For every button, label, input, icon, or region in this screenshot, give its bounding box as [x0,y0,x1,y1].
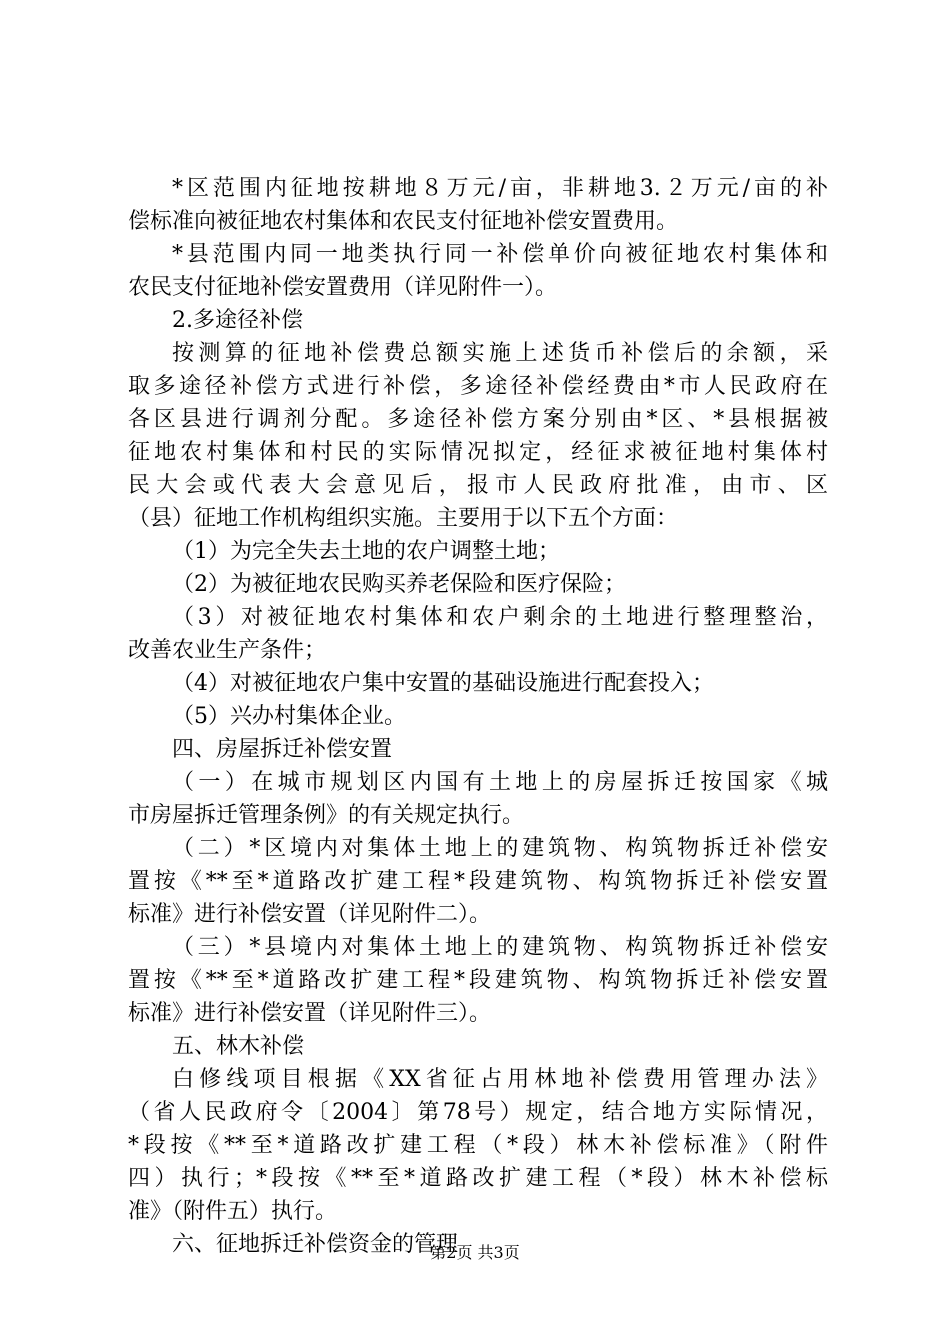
text-line: （一）在城市规划区内国有土地上的房屋拆迁按国家《城 [172,770,828,795]
text-line: 四）执行；*段按《**至*道路改扩建工程（*段）林木补偿标 [128,1166,828,1191]
text-line: 农民支付征地补偿安置费用（详见附件一）。 [128,275,558,300]
text-line: （3）对被征地农村集体和农户剩余的土地进行整理整治， [172,605,828,630]
text-line: 按测算的征地补偿费总额实施上述货币补偿后的余额，采 [172,341,828,366]
text-line: 各区县进行调剂分配。多途径补偿方案分别由*区、*县根据被 [128,407,828,432]
text-line: （二）*区境内对集体土地上的建筑物、构筑物拆迁补偿安 [172,836,828,861]
text-line: 改善农业生产条件； [128,638,327,663]
text-line: （1）为完全失去土地的农户调整土地； [172,539,560,564]
text-line: 准》（附件五）执行。 [128,1199,338,1224]
text-line: （2）为被征地农民购买养老保险和医疗保险； [172,572,626,597]
text-line: 六、征地拆迁补偿资金的管理 [172,1232,459,1257]
text-line: *县范围内同一地类执行同一补偿单价向被征地农村集体和 [172,242,828,267]
text-line: （县）征地工作机构组织实施。主要用于以下五个方面： [128,506,679,531]
text-line: 偿标准向被征地农村集体和农民支付征地补偿安置费用。 [128,209,679,234]
text-line: 白修线项目根据《XX省征占用林地补偿费用管理办法》 [172,1067,828,1092]
text-line: （4）对被征地农户集中安置的基础设施进行配套投入； [172,671,714,696]
document-body [128,172,828,1261]
text-line: 取多途径补偿方式进行补偿，多途径补偿经费由*市人民政府在 [128,374,828,399]
text-line: 民大会或代表大会意见后，报市人民政府批准，由市、区 [128,473,828,498]
text-line: （省人民政府令〔2004〕第78号）规定，结合地方实际情况， [128,1100,828,1125]
text-line: 五、林木补偿 [172,1034,305,1059]
text-line: （5）兴办村集体企业。 [172,704,406,729]
text-line: 置按《**至*道路改扩建工程*段建筑物、构筑物拆迁补偿安置 [128,968,828,993]
text-line: 市房屋拆迁管理条例》的有关规定执行。 [128,803,525,828]
text-line: （三）*县境内对集体土地上的建筑物、构筑物拆迁补偿安 [172,935,828,960]
page-footer: 第2页 共3页 [430,1243,520,1262]
text-line: *段按《**至*道路改扩建工程（*段）林木补偿标准》（附件 [128,1133,828,1158]
text-line: 置按《**至*道路改扩建工程*段建筑物、构筑物拆迁补偿安置 [128,869,828,894]
text-line: 征地农村集体和村民的实际情况拟定，经征求被征地村集体村 [128,440,828,465]
text-line: 2.多途径补偿 [172,308,303,333]
text-line: 四、房屋拆迁补偿安置 [172,737,393,762]
text-line: *区范围内征地按耕地８万元/亩，非耕地3.２万元/亩的补 [172,176,828,201]
text-line: 标准》进行补偿安置（详见附件二）。 [128,902,492,927]
text-line: 标准》进行补偿安置（详见附件三）。 [128,1001,492,1026]
